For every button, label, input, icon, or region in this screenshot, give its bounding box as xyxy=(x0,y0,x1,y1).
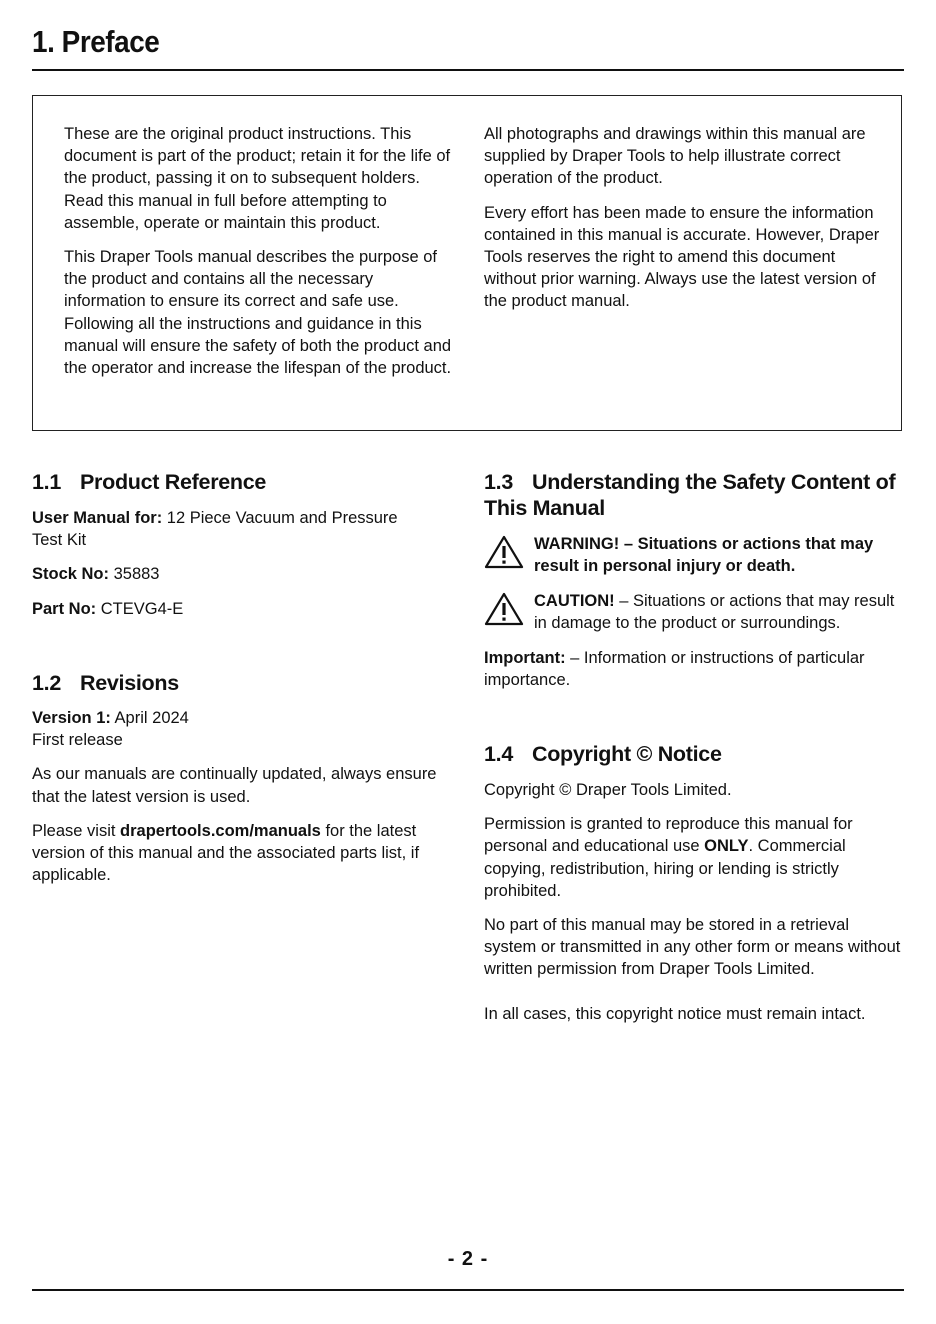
intro-box xyxy=(32,95,902,431)
section-title: Understanding the Safety Content of This Manual xyxy=(484,470,896,520)
section-heading-copyright xyxy=(484,741,722,767)
user-manual-value: 12 Piece Vacuum and Pressure Test Kit xyxy=(32,509,398,550)
part-label: Part No: xyxy=(32,599,97,618)
warning-row xyxy=(484,533,904,579)
user-manual-label: User Manual for: xyxy=(32,509,163,527)
section-number: 1.3 xyxy=(484,470,513,494)
page-number: - 2 - xyxy=(447,1248,489,1270)
stock-line xyxy=(32,563,412,585)
part-line xyxy=(32,598,412,620)
bottom-divider xyxy=(32,1289,904,1291)
important-note xyxy=(484,647,894,703)
section-number: 1.4 xyxy=(484,742,513,766)
intro-left-column xyxy=(64,123,456,391)
section-heading-safety xyxy=(484,469,904,521)
intro-paragraph: This Draper Tools manual describes the purpose of the product and contains all the necessary information to ensure its correct and safe use. Following all the instructions and guidance in this manual will ensure the safety of both the product and the operator and increase the lifespan of the product. xyxy=(64,248,452,378)
revisions-paragraph: Please visit drapertools.com/manuals for the latest version of this manual and the associated parts list, if applicable. xyxy=(32,821,420,885)
section-number: 1.2 xyxy=(32,671,61,695)
intro-right-column xyxy=(484,123,884,325)
top-divider xyxy=(32,69,904,71)
copyright-paragraph: In all cases, this copyright notice must remain intact. xyxy=(484,1004,866,1023)
version-note: First release xyxy=(32,731,123,750)
intro-paragraph: All photographs and drawings within this manual are supplied by Draper Tools to help illustrate correct operation of the product. xyxy=(484,125,866,188)
important-text: – Information or instructions of particular importance. xyxy=(484,649,865,690)
section-heading-revisions xyxy=(32,670,179,696)
copyright-paragraph: Copyright © Draper Tools Limited. xyxy=(484,781,732,799)
manuals-link[interactable]: drapertools.com/manuals xyxy=(120,821,321,840)
revisions-paragraph: As our manuals are continually updated, always ensure that the latest version is used. xyxy=(32,765,437,806)
stock-value: 35883 xyxy=(109,565,160,584)
version-label: Version 1: xyxy=(32,709,111,727)
part-value: CTEVG4-E xyxy=(96,599,184,618)
caution-text: CAUTION! – Situations or actions that may result in damage to the product or surroundings. xyxy=(534,592,895,633)
product-reference-body xyxy=(32,507,412,632)
warning-triangle-icon xyxy=(484,535,524,569)
section-number: 1.1 xyxy=(32,470,61,494)
copyright-paragraph: Permission is granted to reproduce this manual for personal and educational use ONLY. Commercial copying, redistribution, hiring or lending is strictly prohibited. xyxy=(484,815,853,900)
caution-row xyxy=(484,590,904,636)
intro-paragraph: Every effort has been made to ensure the information contained in this manual is accurate. However, Draper Tools reserves the right to amend this document without prior warning. Always use the latest version of the product manual. xyxy=(484,203,880,311)
revisions-body xyxy=(32,707,440,898)
version-value: April 2024 xyxy=(110,709,189,727)
important-label: Important: xyxy=(484,649,566,667)
section-title: Product Reference xyxy=(80,470,267,494)
caution-triangle-icon xyxy=(484,592,524,626)
section-heading-product-reference xyxy=(32,469,266,495)
intro-paragraph: These are the original product instructions. This document is part of the product; retain it for the life of the product, passing it on to subsequent holders. Read this manual in full before attempting to assemble, operate or maintain this product. xyxy=(64,125,451,232)
copyright-paragraph: No part of this manual may be stored in a retrieval system or transmitted in any other form or means without written permission from Draper Tools Limited. xyxy=(484,916,901,979)
stock-label: Stock No: xyxy=(32,565,110,584)
user-manual-line xyxy=(32,507,412,551)
section-title: Copyright © Notice xyxy=(532,742,722,766)
warning-text: WARNING! – Situations or actions that may result in personal injury or death. xyxy=(534,535,874,576)
page-title: 1. Preface xyxy=(32,24,160,59)
version-line xyxy=(32,707,440,751)
copyright-body xyxy=(484,779,904,1037)
section-title: Revisions xyxy=(80,671,179,695)
